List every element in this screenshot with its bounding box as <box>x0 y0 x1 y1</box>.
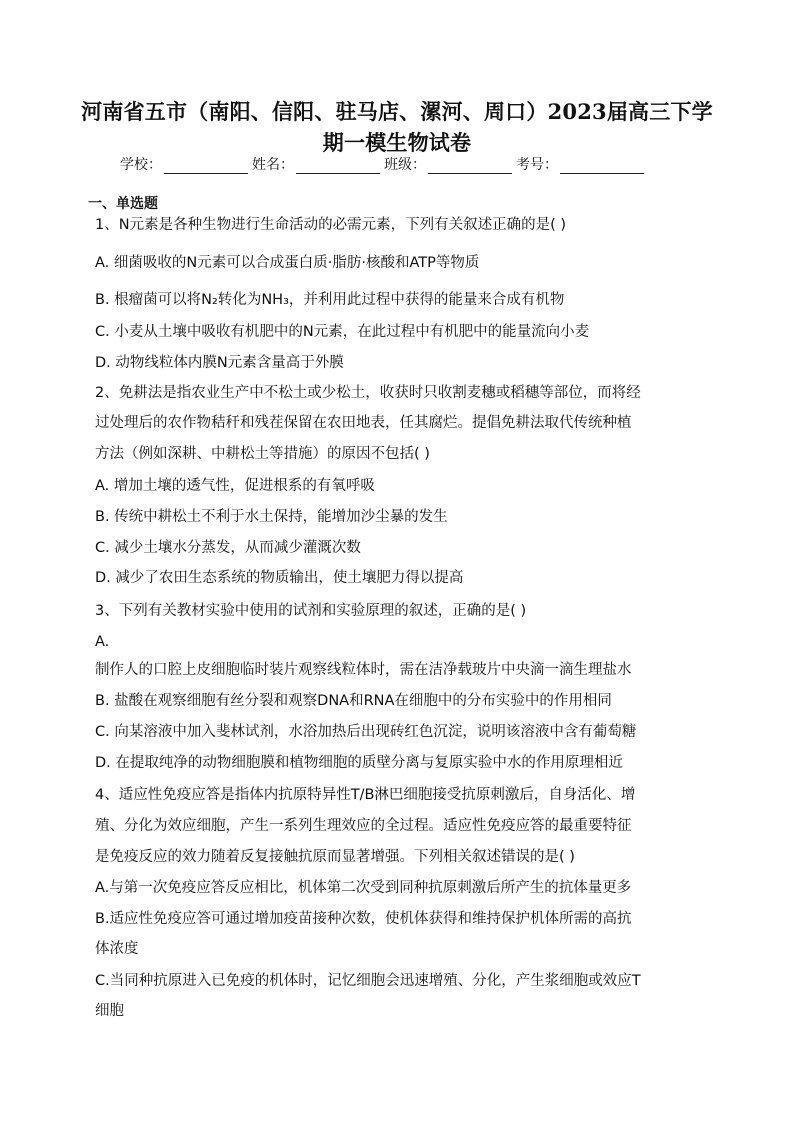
q3-option-b: B. 盐酸在观察细胞有丝分裂和观察DNA和RNA在细胞中的分布实验中的作用相同 <box>95 693 612 709</box>
q4-option-b-line-1: B.适应性免疫应答可通过增加疫苗接种次数，使机体获得和维持保护机体所需的高抗 <box>95 911 632 927</box>
q3-stem: 3、下列有关教材实验中使用的试剂和实验原理的叙述，正确的是( ) <box>95 603 527 619</box>
exam-number-blank <box>560 157 644 174</box>
q4-stem-line-2: 殖、分化为效应细胞，产生一系列生理效应的全过程。适应性免疫应答的最重要特征 <box>95 818 632 834</box>
class-blank <box>428 157 512 174</box>
q1-option-b: B. 根瘤菌可以将N₂转化为NH₃，并利用此过程中获得的能量来合成有机物 <box>95 292 565 308</box>
q3-option-a-text: 制作人的口腔上皮细胞临时装片观察线粒体时，需在洁净载玻片中央滴一滴生理盐水 <box>95 662 632 678</box>
section-heading: 一、单选题 <box>88 196 158 212</box>
q2-stem-line-3: 方法（例如深耕、中耕松土等措施）的原因不包括( ) <box>95 446 430 462</box>
q3-option-a-label: A. <box>95 634 110 650</box>
school-label: 学校： <box>120 157 162 173</box>
q3-option-c: C. 向某溶液中加入斐林试剂，水浴加热后出现砖红色沉淀，说明该溶液中含有葡萄糖 <box>95 724 637 740</box>
q2-option-c: C. 减少土壤水分蒸发，从而减少灌溉次数 <box>95 540 361 556</box>
name-label: 姓名： <box>252 157 294 173</box>
name-blank <box>296 157 380 174</box>
q2-stem-line-2: 过处理后的农作物秸秆和残茬保留在农田地表，任其腐烂。提倡免耕法取代传统种植 <box>95 415 632 431</box>
class-label: 班级： <box>384 157 426 173</box>
q1-stem: 1、N元素是各种生物进行生命活动的必需元素，下列有关叙述正确的是( ) <box>95 217 566 233</box>
q4-option-a: A.与第一次免疫应答反应相比，机体第二次受到同种抗原刺激后所产生的抗体量更多 <box>95 880 632 896</box>
q1-option-a: A. 细菌吸收的N元素可以合成蛋白质·脂肪·核酸和ATP等物质 <box>95 255 480 271</box>
q3-option-d: D. 在提取纯净的动物细胞膜和植物细胞的质壁分离与复原实验中水的作用原理相近 <box>95 755 623 771</box>
q2-stem-line-1: 2、免耕法是指农业生产中不松土或少松土，收获时只收割麦穗或稻穗等部位，而将经 <box>95 385 641 401</box>
school-blank <box>164 157 248 174</box>
q1-option-d: D. 动物线粒体内膜N元素含量高于外膜 <box>95 355 344 371</box>
q2-option-b: B. 传统中耕松土不利于水土保持，能增加沙尘暴的发生 <box>95 509 448 525</box>
exam-title-line-2: 期一模生物试卷 <box>322 130 472 155</box>
q4-stem-line-1: 4、适应性免疫应答是指体内抗原特异性T/B淋巴细胞接受抗原刺激后，自身活化、增 <box>95 787 636 803</box>
q4-option-c-line-2: 细胞 <box>95 1003 124 1019</box>
exam-title-line-1: 河南省五市（南阳、信阳、驻马店、漯河、周口）2023届高三下学 <box>81 99 713 124</box>
q4-option-c-line-1: C.当同种抗原进入已免疫的机体时，记忆细胞会迅速增殖、分化，产生浆细胞或效应T <box>95 973 641 989</box>
q2-option-d: D. 减少了农田生态系统的物质输出，使土壤肥力得以提高 <box>95 570 464 586</box>
q1-option-c: C. 小麦从土壤中吸收有机肥中的N元素，在此过程中有机肥中的能量流向小麦 <box>95 324 590 340</box>
q4-stem-line-3: 是免疫反应的效力随着反复接触抗原而显著增强。下列相关叙述错误的是( ) <box>95 849 575 865</box>
student-info-row <box>120 154 680 174</box>
exam-number-label: 考号： <box>516 157 558 173</box>
q2-option-a: A. 增加土壤的透气性，促进根系的有氧呼吸 <box>95 478 375 494</box>
q4-option-b-line-2: 体浓度 <box>95 941 139 957</box>
